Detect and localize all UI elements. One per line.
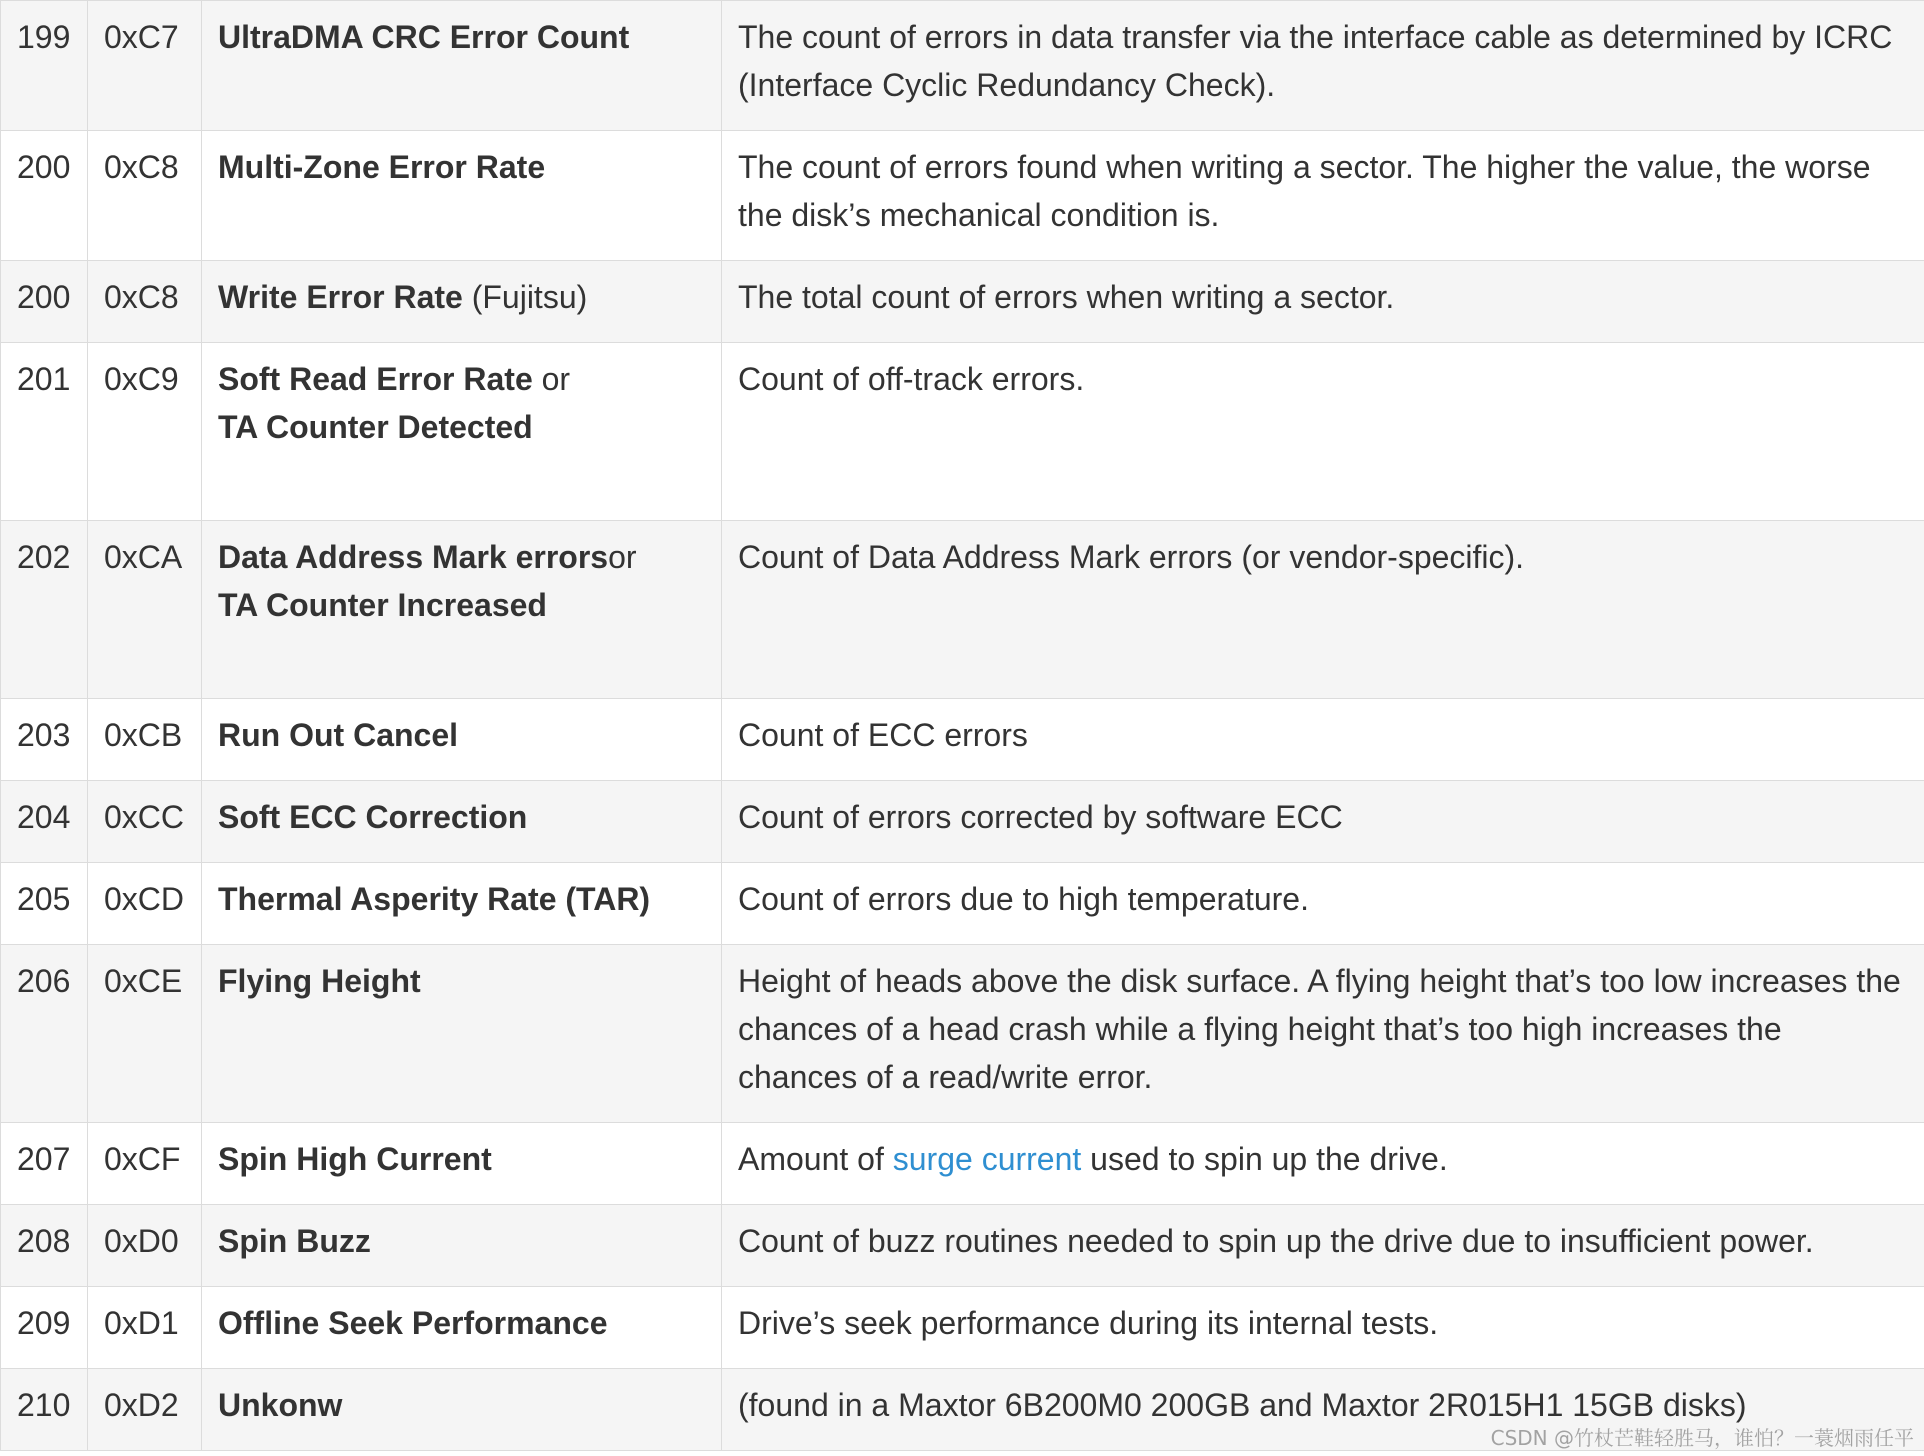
attribute-description-cell: The total count of errors when writing a sector. <box>722 261 1924 343</box>
attribute-name-bold: Spin Buzz <box>218 1223 371 1259</box>
attribute-name-cell <box>202 863 722 945</box>
attribute-name-bold: Soft Read Error Rate <box>218 361 533 397</box>
attribute-hex-cell: 0xC9 <box>88 343 202 521</box>
table-row <box>1 699 1924 781</box>
attribute-name-cell <box>202 1369 722 1451</box>
attribute-id-cell: 200 <box>1 131 88 261</box>
attribute-name-bold: Thermal Asperity Rate (TAR) <box>218 881 651 917</box>
attribute-name-cell <box>202 945 722 1123</box>
attribute-hex-cell: 0xC8 <box>88 131 202 261</box>
attribute-hex-cell: 0xCE <box>88 945 202 1123</box>
attribute-description-cell: Count of buzz routines needed to spin up the drive due to insufficient power. <box>722 1205 1924 1287</box>
attribute-hex-cell: 0xCD <box>88 863 202 945</box>
table-row <box>1 1287 1924 1369</box>
attribute-description-cell: Count of errors due to high temperature. <box>722 863 1924 945</box>
table-row <box>1 1205 1924 1287</box>
attribute-id-cell: 199 <box>1 1 88 131</box>
attribute-name-suffix: or <box>532 361 571 397</box>
table-row <box>1 261 1924 343</box>
attribute-description-cell: Height of heads above the disk surface. A flying height that’s too low increases the chances of a head crash while a flying height that’s too high increases the chances of a read/write error. <box>722 945 1924 1123</box>
attribute-name-cell <box>202 1 722 131</box>
attribute-description-cell: The count of errors found when writing a sector. The higher the value, the worse the disk’s mechanical condition is. <box>722 131 1924 261</box>
description-text: used to spin up the drive. <box>1081 1141 1448 1177</box>
attribute-hex-cell: 0xCA <box>88 521 202 699</box>
attribute-id-cell: 203 <box>1 699 88 781</box>
attribute-hex-cell: 0xCC <box>88 781 202 863</box>
attribute-hex-cell: 0xC7 <box>88 1 202 131</box>
attribute-id-cell: 210 <box>1 1369 88 1451</box>
attribute-name-cell <box>202 781 722 863</box>
attribute-name-cell <box>202 261 722 343</box>
table-row <box>1 1 1924 131</box>
attribute-name-cell <box>202 1205 722 1287</box>
attribute-id-cell: 202 <box>1 521 88 699</box>
attribute-hex-cell: 0xD2 <box>88 1369 202 1451</box>
attribute-name-cell <box>202 521 722 699</box>
attribute-name-bold: Run Out Cancel <box>218 717 459 753</box>
attribute-name-suffix: or <box>608 539 637 575</box>
attribute-name-alt-bold: TA Counter Detected <box>218 409 533 445</box>
attribute-id-cell: 201 <box>1 343 88 521</box>
attribute-name-cell <box>202 131 722 261</box>
attribute-name-bold: Multi-Zone Error Rate <box>218 149 546 185</box>
attribute-description-cell: Count of Data Address Mark errors (or vendor-specific). <box>722 521 1924 699</box>
attribute-id-cell: 205 <box>1 863 88 945</box>
description-text: Amount of <box>738 1141 893 1177</box>
table-body <box>1 1 1924 1451</box>
table-row <box>1 863 1924 945</box>
attribute-name-cell <box>202 1123 722 1205</box>
attribute-name-bold: Unkonw <box>218 1387 343 1423</box>
attribute-name-cell <box>202 343 722 521</box>
table-row <box>1 1123 1924 1205</box>
table-row <box>1 343 1924 521</box>
attribute-name-cell <box>202 1287 722 1369</box>
attribute-description-cell <box>722 1123 1924 1205</box>
attribute-hex-cell: 0xC8 <box>88 261 202 343</box>
table-row <box>1 131 1924 261</box>
attribute-hex-cell: 0xD1 <box>88 1287 202 1369</box>
table-row <box>1 521 1924 699</box>
attribute-description-cell: Count of off-track errors. <box>722 343 1924 521</box>
attribute-id-cell: 204 <box>1 781 88 863</box>
attribute-description-cell: (found in a Maxtor 6B200M0 200GB and Maxtor 2R015H1 15GB disks) <box>722 1369 1924 1451</box>
attribute-name-bold: Flying Height <box>218 963 421 999</box>
attribute-hex-cell: 0xCB <box>88 699 202 781</box>
attribute-name-bold: Soft ECC Correction <box>218 799 528 835</box>
surge-current-link[interactable]: surge current <box>892 1141 1082 1177</box>
attribute-name-bold: Write Error Rate <box>218 279 463 315</box>
attribute-name-bold: UltraDMA CRC Error Count <box>218 19 630 55</box>
attribute-name-bold: Spin High Current <box>218 1141 492 1177</box>
attribute-name-alt-bold: TA Counter Increased <box>218 587 547 623</box>
attribute-id-cell: 206 <box>1 945 88 1123</box>
attribute-name-cell <box>202 699 722 781</box>
attribute-name-suffix: (Fujitsu) <box>462 279 588 315</box>
table-row <box>1 945 1924 1123</box>
attribute-description-cell: The count of errors in data transfer via the interface cable as determined by ICRC (Interface Cyclic Redundancy Check). <box>722 1 1924 131</box>
csdn-watermark: CSDN @竹杖芒鞋轻胜马，谁怕？一蓑烟雨任平 <box>1490 1426 1914 1450</box>
table-row <box>1 781 1924 863</box>
attribute-description-cell: Drive’s seek performance during its internal tests. <box>722 1287 1924 1369</box>
attribute-hex-cell: 0xD0 <box>88 1205 202 1287</box>
attribute-description-cell: Count of ECC errors <box>722 699 1924 781</box>
attribute-id-cell: 209 <box>1 1287 88 1369</box>
attribute-id-cell: 207 <box>1 1123 88 1205</box>
attribute-name-bold: Offline Seek Performance <box>218 1305 608 1341</box>
attribute-name-bold: Data Address Mark errors <box>218 539 609 575</box>
attribute-description-cell: Count of errors corrected by software ECC <box>722 781 1924 863</box>
attribute-id-cell: 200 <box>1 261 88 343</box>
attribute-id-cell: 208 <box>1 1205 88 1287</box>
attribute-hex-cell: 0xCF <box>88 1123 202 1205</box>
